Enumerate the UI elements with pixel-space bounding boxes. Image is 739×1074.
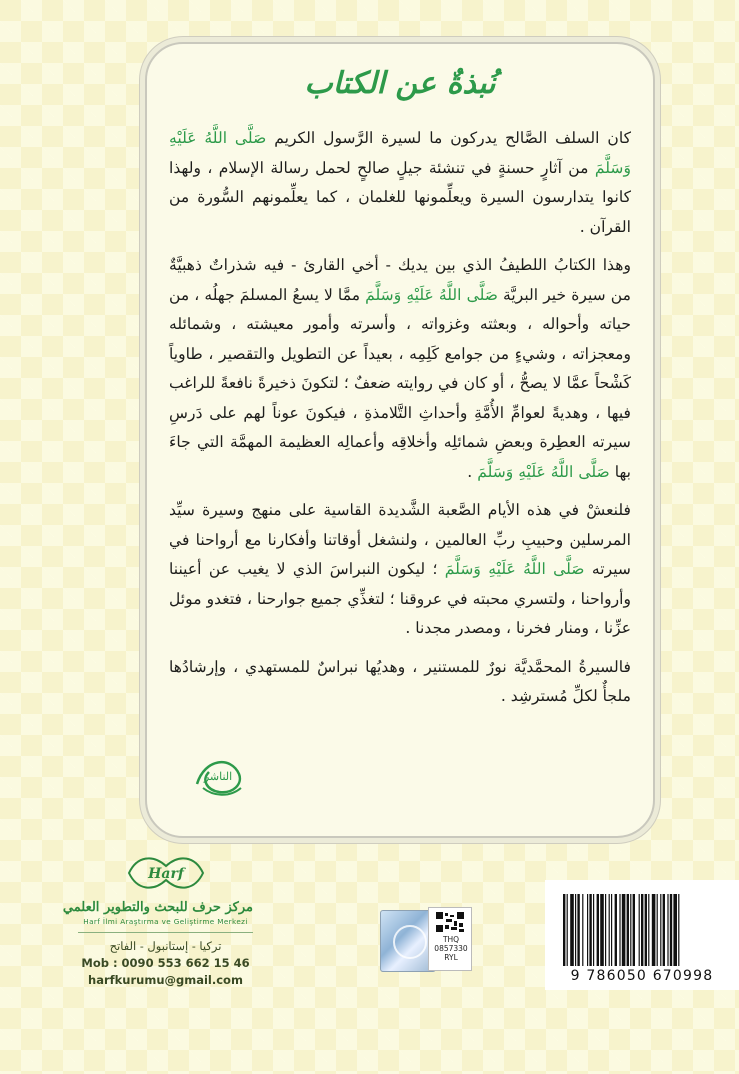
paragraph-text: ممَّا لا يسعُ المسلمَ جهلُه ، من حياته وأحواله ، وبعثته وغزواته ، وأسرته وأمور معيشته ، وشمائله ومعجزاته ، وشيءٍ من جوامع كَلِمِه ، بعيداً عن التطويل والتقصير ، طاوياً كَشْحاً عمَّا لا يصحُّ ، أو كان في روايته ضعفٌ ؛ لتكونَ ذخيرةً نافعةً للراغب فيها ، وهديةً لعوامِّ الأُمَّةِ وأحداثِ التَّلامذةِ ، فيكونَ عوناً لهم على دَرسِ سيرته العطِرة وبعضِ شمائلِه وأخلاقِه وأعمالِه العظيمة المهمَّة التي جاءَ بها [169, 285, 631, 481]
isbn-barcode [545, 880, 739, 990]
barcode-bar [587, 894, 588, 966]
barcode-bar [630, 894, 631, 966]
paragraph-text: فلنعشْ في هذه الأيام الصَّعبة الشَّديدة القاسية على منهج وسيرة سيِّد المرسلين وحبيبِ ربِّ العالمين ، ولنشغل أوقاتنا وأفكارنا مع أرواحنا في سيرته [169, 501, 631, 578]
qr-code-icon [435, 911, 465, 933]
paragraph-text: كان السلف الصَّالح يدركون ما لسيرة الرَّسول الكريم [266, 129, 631, 147]
logo-arabic-name: مركز حرف للبحث والتطوير العلمي [62, 900, 253, 915]
publisher-signature-text: الناشر [203, 770, 233, 783]
description-paragraph [169, 124, 631, 242]
page-title: نُبذةٌ عن الكتاب [304, 66, 496, 101]
barcode-bar [619, 894, 620, 966]
sticker-code: THQ 0857330 RYL [434, 935, 468, 962]
contact-email: harfkurumu@gmail.com [88, 973, 243, 987]
barcode-bar [563, 894, 565, 966]
description-paragraph [169, 653, 631, 712]
logo-mark-text: Harf [147, 866, 184, 882]
barcode-bar [633, 894, 635, 966]
barcode-bar [652, 894, 656, 966]
barcode-bar [597, 894, 599, 966]
barcode-bar [611, 894, 612, 966]
barcode-bar [622, 894, 626, 966]
barcode-bar [627, 894, 629, 966]
description-paragraph [169, 496, 631, 644]
barcode-bar [567, 894, 568, 966]
barcode-bar [615, 894, 617, 966]
barcode-bar [570, 894, 574, 966]
publisher-signature-icon [189, 744, 247, 800]
contact-location: تركيا - إستانبول - الفاتح [109, 939, 222, 953]
paragraph-text: ؛ ليكون النبراسَ الذي لا يغيب عن أعيننا وأرواحنا ، ولتسري محبته في عروقنا ؛ لتغذِّي جميع جوارحنا ، فتغدو موئل عزِّنا ، ومنار فخرنا ، ومصدر مجدنا . [169, 560, 631, 637]
salawat-phrase: صَلَّى اللَّهُ عَلَيْهِ وَسَلَّمَ [365, 285, 498, 304]
isbn-number: 9 786050 670998 [570, 968, 714, 984]
barcode-bar [639, 894, 640, 966]
paragraph-text: فالسيرةُ المحمَّديَّة نورٌ للمستنير ، وهديُها نبراسٌ للمستهدي ، وإرشادُها ملجأٌ لكلِّ مُسترشِد . [169, 657, 631, 705]
barcode-bar [582, 894, 583, 966]
barcode-bar [657, 894, 658, 966]
barcode-bar [663, 894, 665, 966]
barcode-bar [593, 894, 594, 966]
description-panel [145, 42, 655, 838]
contact-mobile: Mob : 0090 553 662 15 46 [81, 956, 250, 970]
barcode-bar [641, 894, 643, 966]
barcode-bar [600, 894, 604, 966]
barcode-icon [563, 894, 721, 966]
salawat-phrase: صَلَّى اللَّهُ عَلَيْهِ وَسَلَّمَ [169, 129, 631, 177]
barcode-bar [575, 894, 576, 966]
qr-sticker [428, 907, 472, 971]
barcode-bar [667, 894, 668, 966]
barcode-bar [660, 894, 661, 966]
paragraph-text: وهذا الكتابُ اللطيفُ الذي بين يديك - أخي القارئ - فيه شذراتٌ ذهبيَّةٌ من سيرة خير البريَّة [169, 256, 632, 304]
description-paragraph [169, 251, 631, 487]
barcode-bar [670, 894, 672, 966]
harf-logo-icon [123, 850, 209, 896]
publisher-logo [62, 850, 253, 987]
barcode-bar [577, 894, 579, 966]
barcode-bar [589, 894, 591, 966]
barcode-bar [609, 894, 610, 966]
paragraph-text: . [467, 462, 478, 481]
logo-divider [78, 932, 253, 933]
salawat-phrase: صَلَّى اللَّهُ عَلَيْهِ وَسَلَّمَ [477, 462, 610, 481]
logo-latin-name: Harf İlmi Araştırma ve Geliştirme Merkezi [83, 917, 248, 926]
book-description [169, 124, 631, 721]
salawat-phrase: صَلَّى اللَّهُ عَلَيْهِ وَسَلَّمَ [444, 560, 585, 578]
barcode-bar [673, 894, 677, 966]
barcode-bar [648, 894, 649, 966]
paragraph-text: من آثارٍ حسنةٍ في تنشئة جيلٍ صالحٍ لحمل رسالة الإسلام ، ولهذا كانوا يتدارسون السيرة ويعلِّمونها للغلمان ، كما يعلِّمونهم السُّورة من القرآن . [169, 158, 631, 236]
barcode-bar [605, 894, 606, 966]
hologram-circle-icon [393, 925, 427, 959]
barcode-bar [678, 894, 679, 966]
barcode-bar [645, 894, 647, 966]
